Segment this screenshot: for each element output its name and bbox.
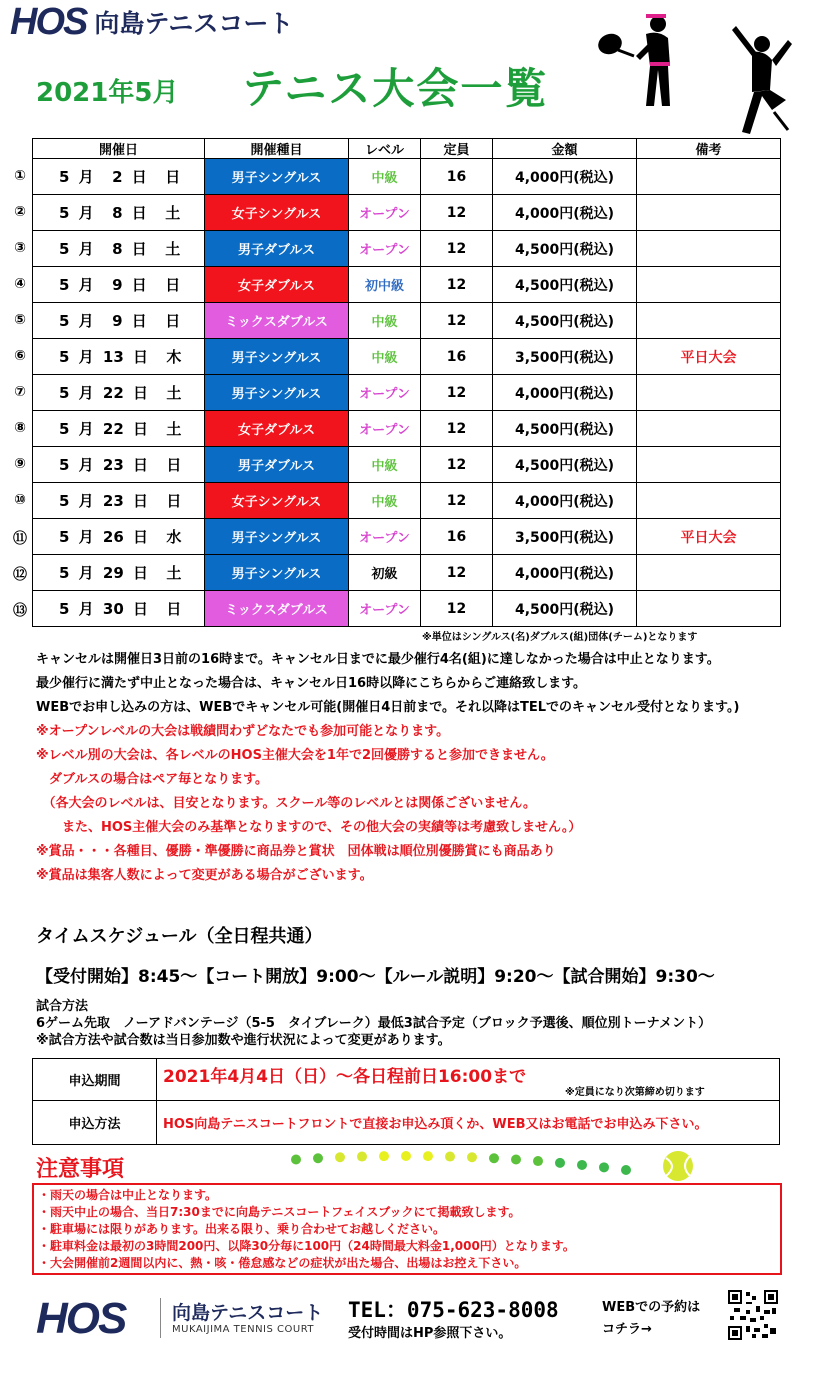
decor-dot bbox=[511, 1155, 521, 1165]
attention-title: 注意事項 bbox=[36, 1157, 125, 1182]
row-event: 男子ダブルス bbox=[205, 447, 349, 483]
footer-logo-jp: 向島テニスコート bbox=[172, 1302, 324, 1324]
row-price: 3,500円(税込) bbox=[493, 519, 637, 555]
row-level: 中級 bbox=[349, 303, 421, 339]
row-capacity: 12 bbox=[421, 411, 493, 447]
table-row bbox=[33, 591, 781, 627]
row-capacity: 12 bbox=[421, 231, 493, 267]
schedule-line: 【受付開始】8:45～【コート開放】9:00～【ルール説明】9:20～【試合開始】9:30～ bbox=[36, 967, 715, 987]
row-level: オープン bbox=[349, 231, 421, 267]
row-capacity: 12 bbox=[421, 447, 493, 483]
method-line-1: 6ゲーム先取 ノーアドバンテージ（5-5 タイブレーク）最低3試合予定（ブロック予選後、順位別トーナメント） bbox=[36, 1016, 712, 1031]
month-label: 2021年5月 bbox=[36, 78, 179, 108]
row-date: 5 月 26 日 水 bbox=[33, 519, 205, 555]
decor-dot bbox=[599, 1162, 609, 1172]
attention-item: ・雨天中止の場合、当日7:30までに向島テニスコートフェイスブックにて掲載致します。 bbox=[38, 1205, 521, 1219]
application-table bbox=[32, 1058, 780, 1145]
row-level: オープン bbox=[349, 375, 421, 411]
decor-dot bbox=[555, 1158, 565, 1168]
row-level: オープン bbox=[349, 591, 421, 627]
table-header-row bbox=[33, 139, 781, 159]
table-row bbox=[33, 411, 781, 447]
row-number: ④ bbox=[14, 276, 26, 292]
table-row bbox=[33, 447, 781, 483]
table-row bbox=[33, 555, 781, 591]
row-number: ⑤ bbox=[14, 312, 26, 328]
note-line: （各大会のレベルは、目安となります。スクール等のレベルとは関係ございません。 bbox=[36, 796, 536, 811]
row-level: オープン bbox=[349, 195, 421, 231]
row-date: 5 月 8 日 土 bbox=[33, 231, 205, 267]
note-line: また、HOS主催大会のみ基準となりますので、その他大会の実績等は考慮致しません。） bbox=[36, 820, 582, 835]
apply-period-value: 2021年4月4日（日）～各日程前日16:00まで bbox=[163, 1067, 527, 1087]
row-event: ミックスダブルス bbox=[205, 591, 349, 627]
header-logo bbox=[10, 1, 294, 43]
note-line: キャンセルは開催日3日前の16時まで。キャンセル日までに最少催行4名(組)に達しなかった場合は中止となります。 bbox=[36, 652, 720, 667]
row-note bbox=[637, 483, 781, 519]
row-note bbox=[637, 447, 781, 483]
table-row bbox=[33, 159, 781, 195]
hos-logo-text: HOS bbox=[10, 1, 87, 43]
decor-dot bbox=[335, 1152, 345, 1162]
table-row bbox=[33, 231, 781, 267]
notes-section bbox=[36, 648, 816, 888]
row-price: 3,500円(税込) bbox=[493, 339, 637, 375]
row-price: 4,000円(税込) bbox=[493, 375, 637, 411]
row-capacity: 12 bbox=[421, 267, 493, 303]
footer bbox=[0, 1290, 819, 1350]
row-event: 男子シングルス bbox=[205, 519, 349, 555]
apply-method-label: 申込方法 bbox=[33, 1101, 157, 1145]
row-date: 5 月 9 日 日 bbox=[33, 267, 205, 303]
row-level: オープン bbox=[349, 519, 421, 555]
row-level: 初中級 bbox=[349, 267, 421, 303]
row-capacity: 12 bbox=[421, 195, 493, 231]
footer-web-line1: WEBでの予約は bbox=[602, 1300, 701, 1315]
footer-logo-en: MUKAIJIMA TENNIS COURT bbox=[172, 1324, 315, 1335]
row-event: 女子シングルス bbox=[205, 483, 349, 519]
row-price: 4,000円(税込) bbox=[493, 483, 637, 519]
row-note bbox=[637, 267, 781, 303]
unit-note: ※単位はシングルス(名)ダブルス(組)団体(チーム)となります bbox=[422, 632, 698, 643]
header-event: 開催種目 bbox=[205, 139, 349, 159]
apply-period-label: 申込期間 bbox=[33, 1059, 157, 1101]
row-price: 4,000円(税込) bbox=[493, 159, 637, 195]
table-row bbox=[33, 303, 781, 339]
header-capacity: 定員 bbox=[421, 139, 493, 159]
table-row bbox=[33, 519, 781, 555]
row-capacity: 16 bbox=[421, 519, 493, 555]
note-line: ダブルスの場合はペア毎となります。 bbox=[36, 772, 269, 787]
row-price: 4,500円(税込) bbox=[493, 303, 637, 339]
row-date: 5 月 13 日 木 bbox=[33, 339, 205, 375]
row-price: 4,500円(税込) bbox=[493, 447, 637, 483]
row-date: 5 月 23 日 日 bbox=[33, 483, 205, 519]
header-date: 開催日 bbox=[33, 139, 205, 159]
row-level: 中級 bbox=[349, 159, 421, 195]
logo-japanese-name: 向島テニスコート bbox=[94, 9, 294, 38]
row-level: 中級 bbox=[349, 447, 421, 483]
row-number: ⑪ bbox=[13, 531, 27, 547]
page-title: テニス大会一覧 bbox=[242, 64, 549, 113]
row-number: ⑨ bbox=[14, 456, 26, 472]
decor-dot bbox=[401, 1151, 411, 1161]
table-row bbox=[33, 483, 781, 519]
apply-period-note: ※定員になり次第締め切ります bbox=[565, 1087, 705, 1098]
row-level: 初級 bbox=[349, 555, 421, 591]
row-date: 5 月 29 日 土 bbox=[33, 555, 205, 591]
row-event: ミックスダブルス bbox=[205, 303, 349, 339]
attention-box bbox=[32, 1183, 782, 1275]
table-row bbox=[33, 267, 781, 303]
tennis-player-silhouette-2-icon bbox=[722, 20, 794, 138]
decor-dot bbox=[489, 1153, 499, 1163]
header-note: 備考 bbox=[637, 139, 781, 159]
apply-period-row bbox=[33, 1059, 780, 1101]
attention-item: ・雨天の場合は中止となります。 bbox=[38, 1188, 218, 1202]
row-date: 5 月 8 日 土 bbox=[33, 195, 205, 231]
schedule-title: タイムスケジュール（全日程共通） bbox=[36, 926, 323, 947]
row-capacity: 12 bbox=[421, 555, 493, 591]
apply-period-cell bbox=[157, 1059, 780, 1101]
row-price: 4,500円(税込) bbox=[493, 267, 637, 303]
row-note: 平日大会 bbox=[637, 339, 781, 375]
row-price: 4,000円(税込) bbox=[493, 555, 637, 591]
row-date: 5 月 9 日 日 bbox=[33, 303, 205, 339]
tennis-ball-icon bbox=[663, 1151, 693, 1181]
row-date: 5 月 22 日 土 bbox=[33, 375, 205, 411]
footer-web-line2: コチラ→ bbox=[602, 1322, 652, 1337]
method-line-2: ※試合方法や試合数は当日参加数や進行状況によって変更があります。 bbox=[36, 1033, 451, 1048]
match-method bbox=[36, 998, 711, 1049]
decor-dot bbox=[445, 1152, 455, 1162]
note-line: ※賞品・・・各種目、優勝・準優勝に商品券と賞状 団体戦は順位別優勝賞にも商品あり bbox=[36, 844, 556, 859]
row-date: 5 月 2 日 日 bbox=[33, 159, 205, 195]
row-event: 男子ダブルス bbox=[205, 231, 349, 267]
decor-dot bbox=[621, 1165, 631, 1175]
decor-dot bbox=[577, 1160, 587, 1170]
row-event: 女子ダブルス bbox=[205, 411, 349, 447]
row-number: ⑥ bbox=[14, 348, 26, 364]
row-capacity: 12 bbox=[421, 483, 493, 519]
row-note bbox=[637, 411, 781, 447]
decor-dot bbox=[313, 1153, 323, 1163]
row-note bbox=[637, 555, 781, 591]
row-number: ⑦ bbox=[14, 384, 26, 400]
footer-hos-logo: HOS bbox=[36, 1294, 126, 1343]
note-line: WEBでお申し込みの方は、WEBでキャンセル可能(開催日4日前まで。それ以降はTELでのキャンセル受付となります。) bbox=[36, 700, 740, 715]
method-title: 試合方法 bbox=[36, 999, 89, 1014]
attention-item: ・駐車場には限りがあります。出来る限り、乗り合わせてお越しください。 bbox=[38, 1222, 446, 1236]
attention-item: ・駐車料金は最初の3時間200円、以降30分毎に100円（24時間最大料金1,000円）となります。 bbox=[38, 1239, 575, 1253]
decor-dot bbox=[467, 1152, 477, 1162]
row-event: 男子シングルス bbox=[205, 339, 349, 375]
decor-dot bbox=[357, 1152, 367, 1162]
header-price: 金額 bbox=[493, 139, 637, 159]
row-note bbox=[637, 375, 781, 411]
row-event: 女子シングルス bbox=[205, 195, 349, 231]
note-line: ※賞品は集客人数によって変更がある場合がございます。 bbox=[36, 868, 373, 883]
decor-dot bbox=[533, 1156, 543, 1166]
row-number: ⑩ bbox=[14, 492, 26, 508]
row-event: 女子ダブルス bbox=[205, 267, 349, 303]
row-price: 4,500円(税込) bbox=[493, 411, 637, 447]
row-level: オープン bbox=[349, 411, 421, 447]
row-date: 5 月 30 日 日 bbox=[33, 591, 205, 627]
row-event: 男子シングルス bbox=[205, 555, 349, 591]
row-date: 5 月 22 日 土 bbox=[33, 411, 205, 447]
row-number: ⑫ bbox=[13, 567, 27, 583]
apply-method-row bbox=[33, 1101, 780, 1145]
qr-code-icon[interactable] bbox=[728, 1290, 778, 1340]
row-event: 男子シングルス bbox=[205, 375, 349, 411]
decor-dot bbox=[291, 1155, 301, 1165]
row-event: 男子シングルス bbox=[205, 159, 349, 195]
row-note bbox=[637, 159, 781, 195]
row-date: 5 月 23 日 日 bbox=[33, 447, 205, 483]
row-note bbox=[637, 303, 781, 339]
tennis-player-silhouette-icon bbox=[596, 6, 686, 116]
attention-item: ・大会開催前2週間以内に、熱・咳・倦怠感などの症状が出た場合、出場はお控え下さい。 bbox=[38, 1256, 527, 1270]
footer-divider bbox=[160, 1298, 161, 1338]
row-number: ② bbox=[14, 204, 26, 220]
row-capacity: 16 bbox=[421, 339, 493, 375]
row-capacity: 16 bbox=[421, 159, 493, 195]
row-number: ⑬ bbox=[13, 603, 27, 619]
row-note bbox=[637, 195, 781, 231]
row-level: 中級 bbox=[349, 339, 421, 375]
note-line: ※レベル別の大会は、各レベルのHOS主催大会を1年で2回優勝すると参加できません。 bbox=[36, 748, 554, 763]
table-row bbox=[33, 375, 781, 411]
row-level: 中級 bbox=[349, 483, 421, 519]
row-capacity: 12 bbox=[421, 375, 493, 411]
row-note bbox=[637, 231, 781, 267]
decor-dot bbox=[423, 1151, 433, 1161]
table-row bbox=[33, 195, 781, 231]
row-price: 4,500円(税込) bbox=[493, 591, 637, 627]
row-number: ③ bbox=[14, 240, 26, 256]
note-line: 最少催行に満たず中止となった場合は、キャンセル日16時以降にこちらからご連絡致します。 bbox=[36, 676, 587, 691]
decor-dot bbox=[379, 1151, 389, 1161]
row-note bbox=[637, 591, 781, 627]
row-number: ① bbox=[14, 168, 26, 184]
note-line: ※オープンレベルの大会は戦績問わずどなたでも参加可能となります。 bbox=[36, 724, 450, 739]
row-price: 4,000円(税込) bbox=[493, 195, 637, 231]
tournament-table bbox=[32, 138, 781, 627]
footer-tel[interactable]: TEL：075-623-8008 bbox=[348, 1298, 559, 1322]
footer-hours: 受付時間はHP参照下さい。 bbox=[348, 1326, 512, 1341]
row-capacity: 12 bbox=[421, 303, 493, 339]
apply-method-value: HOS向島テニスコートフロントで直接お申込み頂くか、WEB又はお電話でお申込み下さい。 bbox=[157, 1101, 780, 1145]
row-capacity: 12 bbox=[421, 591, 493, 627]
row-price: 4,500円(税込) bbox=[493, 231, 637, 267]
table-row bbox=[33, 339, 781, 375]
row-note: 平日大会 bbox=[637, 519, 781, 555]
row-number: ⑧ bbox=[14, 420, 26, 436]
header-level: レベル bbox=[349, 139, 421, 159]
